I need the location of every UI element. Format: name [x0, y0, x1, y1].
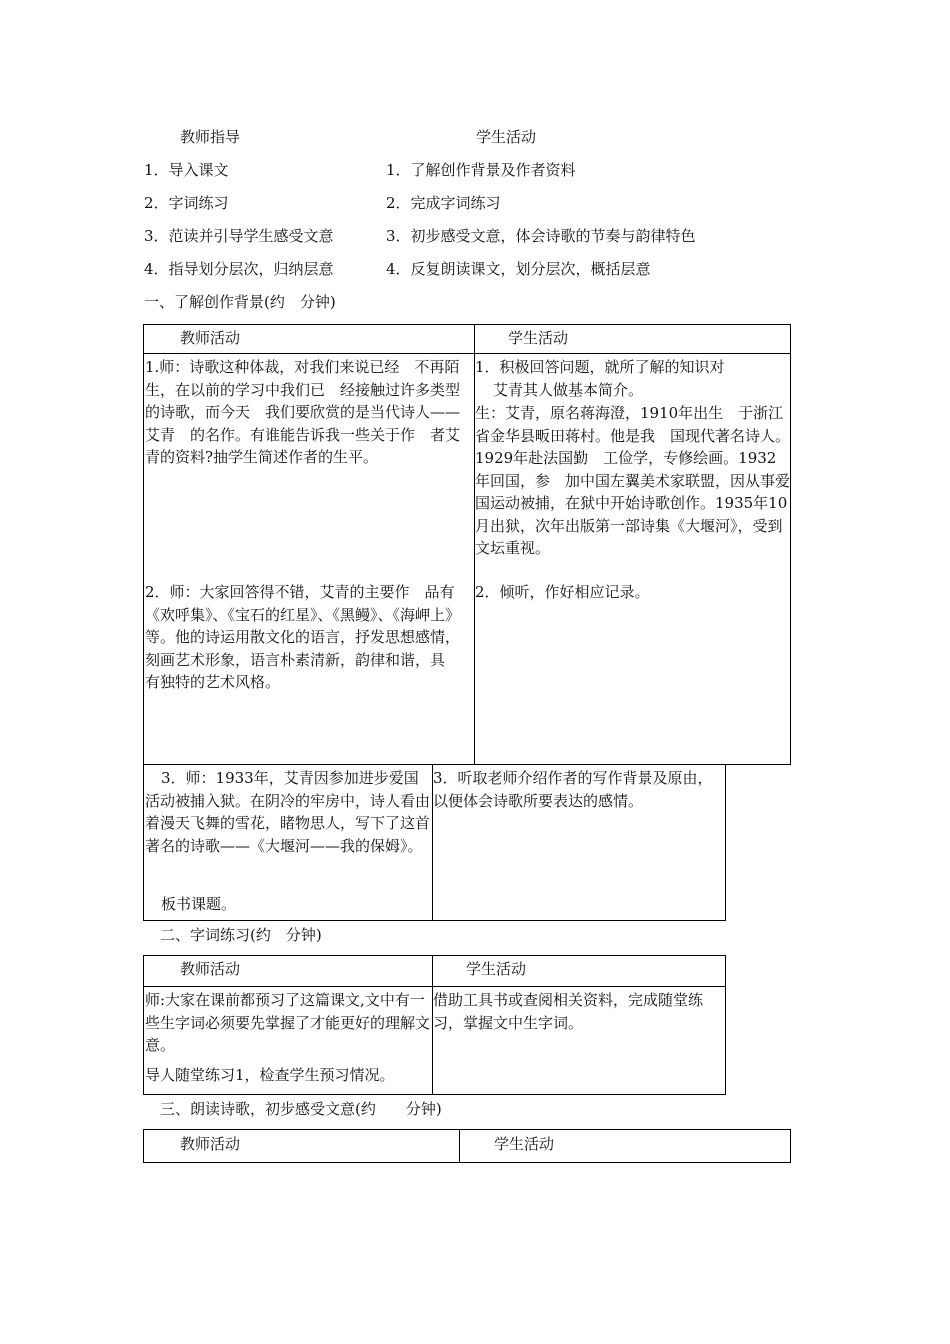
student-activity-1a: 1．积极回答问题，就所了解的知识对	[475, 358, 725, 376]
teacher-col-header: 教师活动	[180, 329, 241, 347]
plan-teacher-item: 4．指导划分层次，归纳层意	[144, 260, 334, 278]
plan-teacher-item: 2．字词练习	[144, 194, 229, 212]
table-divider	[459, 1129, 460, 1163]
teacher-activity-3: 3．师：1933年，艾青因参加进步爱国活动被捕入狱。在阴冷的牢房中，诗人看由着漫天飞舞的雪花，睹物思人，写下了这首著名的诗歌——《大堰河——我的保姆》。	[145, 769, 431, 855]
student-activity-1b: 艾青其人做基本简介。	[493, 381, 644, 399]
table-divider	[143, 353, 791, 354]
student-col-header: 学生活动	[494, 1135, 555, 1153]
plan-student-item: 1．了解创作背景及作者资料	[386, 161, 576, 179]
student-activity-3: 3．听取老师介绍作者的写作背景及原由，以便体会诗歌所要表达的感情。	[433, 769, 713, 810]
plan-student-item: 2．完成字词练习	[386, 194, 501, 212]
plan-teacher-item: 1．导入课文	[144, 161, 229, 179]
plan-student-item: 4．反复朗读课文，划分层次，概括层意	[386, 260, 651, 278]
teacher-activity-3b: 板书课题。	[161, 895, 237, 913]
teacher-activity-2: 导人随堂练习1，检查学生预习情况。	[145, 1066, 395, 1084]
section-title: 一、了解创作背景(约 分钟)	[144, 293, 336, 311]
student-col-header: 学生活动	[466, 960, 527, 978]
student-activity-1c: 生：艾青，原名蒋海澄，1910年出生 于浙江省金华县畈田蒋村。他是我 国现代著名诗人。1929年赴法国勤 工俭学，专修绘画。1932年回国，参 加中国左翼美术家联盟，因从事爱 国运动被捕，在狱中开始诗歌创作。1935年10月出狱，次年出版第一部诗集《大堰河》，受到文坛重视。	[475, 404, 806, 557]
plan-student-item: 3．初步感受文意，体会诗歌的节奏与韵律特色	[386, 227, 696, 245]
student-col-header: 学生活动	[508, 329, 569, 347]
section3-table-border	[143, 1129, 791, 1163]
student-activity-1: 借助工具书或查阅相关资料，完成随堂练习，掌握文中生字词。	[433, 991, 704, 1032]
teacher-col-header: 教师活动	[180, 1135, 241, 1153]
section-title: 三、朗读诗歌，初步感受文意(约 分钟)	[160, 1100, 442, 1118]
plan-student-header: 学生活动	[476, 128, 537, 146]
teacher-col-header: 教师活动	[180, 960, 241, 978]
teacher-activity-2: 2．师：大家回答得不错，艾青的主要作 品有《欢呼集》、《宝石的红星》、《黑鳗》、《海岬上》等。他的诗运用散文化的语言，抒发思想感情，刻画艺术形象，语言朴素清新，韵律和谐，具 有独特的艺术风格。	[145, 583, 461, 691]
teacher-activity-1: 师:大家在课前都预习了这篇课文,文中有一些生字词必须要先掌握了才能更好的理解文意。	[145, 991, 431, 1054]
plan-teacher-header: 教师指导	[180, 128, 241, 146]
table-divider	[143, 986, 726, 987]
section-title: 二、字词练习(约 分钟)	[160, 926, 322, 944]
student-activity-2: 2．倾听，作好相应记录。	[475, 583, 650, 601]
teacher-activity-1: 1.师：诗歌这种体裁，对我们来说已经 不再陌生，在以前的学习中我们已 经接触过许多类型的诗歌，而今天 我们要欣赏的是当代诗人——艾青 的名作。有谁能告诉我一些关于作 者艾青的资料?抽学生简述作者的生平。	[145, 358, 461, 466]
plan-teacher-item: 3．范读并引导学生感受文意	[144, 227, 334, 245]
